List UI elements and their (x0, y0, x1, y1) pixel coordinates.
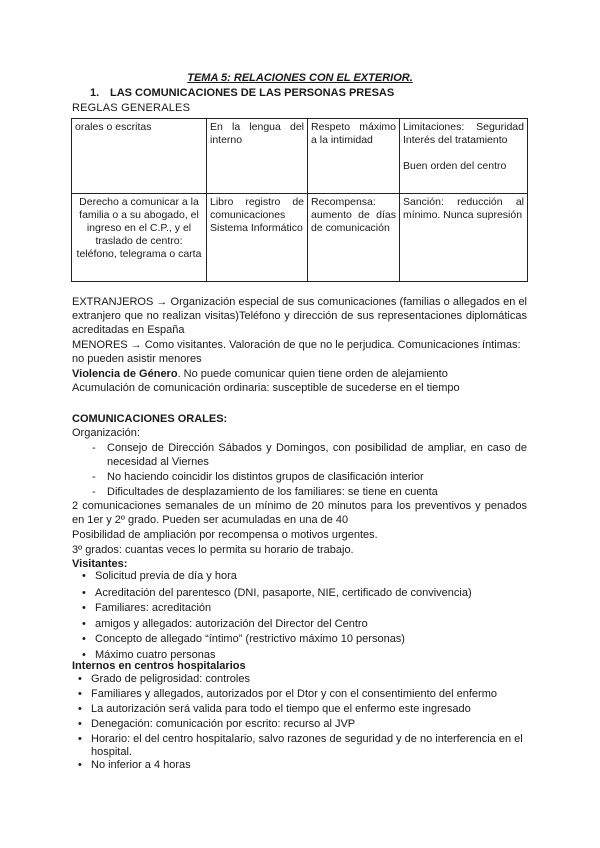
extranjeros-paragraph: EXTRANJEROS → Organización especial de sus comunicaciones (familias o allegados en el extranjero que no realizan visitas)Teléfono y dirección de sus representaciones diplomáticas acreditadas en España (72, 296, 527, 336)
menores-paragraph: MENORES → Como visitantes. Valoración de que no le perjudica. Comunicaciones íntimas: no pueden asistir menores (72, 339, 521, 365)
list-item (82, 632, 527, 646)
list-item (92, 470, 527, 484)
bullet-icon: • (82, 587, 86, 599)
violencia-paragraph (72, 367, 527, 381)
dash-marker: - (92, 471, 96, 483)
list-item-text: Acreditación del parentesco (DNI, pasaporte, NIE, certificado de convivencia) (95, 587, 472, 599)
list-item-text: Máximo cuatro personas (95, 649, 216, 661)
violencia-text: . No puede comunicar quien tiene orden de alejamiento (177, 368, 448, 380)
bullet-icon: • (78, 759, 82, 771)
bullet-icon: • (82, 618, 86, 630)
bullet-icon: • (78, 688, 82, 700)
list-item (82, 601, 527, 615)
list-item-text: Solicitud previa de día y hora (95, 570, 237, 582)
list-item (78, 673, 527, 686)
bullet-icon: • (78, 673, 82, 685)
bullet-icon: • (82, 570, 86, 582)
table-cell: En la lengua del interno (207, 119, 308, 194)
dash-marker: - (92, 442, 96, 454)
bullet-icon: • (82, 649, 86, 661)
tercer-grado-paragraph: 3º grados: cuantas veces lo permita su horario de trabajo. (72, 544, 354, 556)
document-title: TEMA 5: RELACIONES CON EL EXTERIOR. (187, 72, 413, 84)
table-cell: Recompensa: aumento de días de comunicación (308, 194, 400, 282)
violencia-label: Violencia de Género (72, 368, 178, 380)
cell-text: Buen orden del centro (403, 160, 507, 172)
list-item (82, 586, 527, 600)
list-item-text: Concepto de allegado “íntimo” (restrictivo máximo 10 personas) (95, 633, 405, 645)
list-item-text: Denegación: comunicación por escrito: recurso al JVP (91, 718, 356, 730)
organizacion-label: Organización: (72, 427, 140, 439)
table-row (72, 119, 528, 194)
table-cell: orales o escritas (72, 119, 207, 194)
table-cell: Respeto máximo a la intimidad (308, 119, 400, 194)
visitantes-heading: Visitantes: (72, 558, 128, 570)
table-cell: Libro registro de comunicaciones Sistema Informático (207, 194, 308, 282)
section-heading (90, 87, 394, 99)
bullet-icon: • (78, 718, 82, 730)
comunicaciones-paragraph: 2 comunicaciones semanales de un mínimo de 20 minutos para los preventivos y penados en 1er y 2º grado. Pueden ser acumuladas en una de 40 (72, 500, 527, 526)
bullet-icon: • (78, 703, 82, 715)
subheading: REGLAS GENERALES (72, 102, 191, 114)
list-item (78, 703, 527, 716)
bullet-icon: • (78, 733, 82, 745)
table-row (72, 194, 528, 282)
list-item-text: Consejo de Dirección Sábados y Domingos, con posibilidad de ampliar, en caso de necesidad al Viernes (107, 442, 527, 468)
list-item-text: Familiares y allegados, autorizados por el Dtor y con el consentimiento del enfermo (91, 688, 497, 700)
list-item-text: No inferior a 4 horas (91, 759, 191, 771)
rules-table (71, 118, 528, 282)
list-item-text: Horario: el del centro hospitalario, salvo razones de seguridad y de no interferencia en el hospital. (91, 733, 523, 758)
list-item (82, 617, 527, 631)
list-item (78, 718, 527, 731)
list-item-text: Familiares: acreditación (95, 602, 212, 614)
list-item-text: No haciendo coincidir los distintos grupos de clasificación interior (107, 471, 424, 483)
hospitalarios-heading: Internos en centros hospitalarios (72, 660, 246, 672)
list-item (82, 569, 527, 583)
cell-text: Limitaciones: Seguridad Interés del tratamiento (403, 121, 524, 146)
bullet-icon: • (82, 633, 86, 645)
list-item-text: amigos y allegados: autorización del Director del Centro (95, 618, 368, 630)
list-item (78, 759, 527, 772)
list-item (92, 441, 527, 469)
table-cell: Sanción: reducción al mínimo. Nunca supresión (400, 194, 528, 282)
dash-marker: - (92, 486, 96, 498)
list-item (92, 485, 527, 499)
orales-heading: COMUNICACIONES ORALES: (72, 413, 228, 425)
list-item-text: La autorización será valida para todo el tiempo que el enfermo este ingresado (91, 703, 471, 715)
list-item-text: Grado de peligrosidad: controles (91, 673, 250, 685)
section-heading-text: LAS COMUNICACIONES DE LAS PERSONAS PRESAS (110, 87, 395, 99)
list-item (78, 733, 527, 759)
table-cell (400, 119, 528, 194)
list-item-text: Dificultades de desplazamiento de los familiares: se tiene en cuenta (107, 486, 438, 498)
section-number: 1. (90, 87, 100, 99)
acumulacion-paragraph: Acumulación de comunicación ordinaria: susceptible de sucederse en el tiempo (72, 382, 460, 394)
list-item (78, 688, 527, 701)
bullet-icon: • (82, 602, 86, 614)
posibilidad-paragraph: Posibilidad de ampliación por recompensa o motivos urgentes. (72, 529, 378, 541)
table-cell: Derecho a comunicar a la familia o a su abogado, el ingreso en el C.P., y el traslado de centro: teléfono, telegrama o carta (72, 194, 207, 282)
